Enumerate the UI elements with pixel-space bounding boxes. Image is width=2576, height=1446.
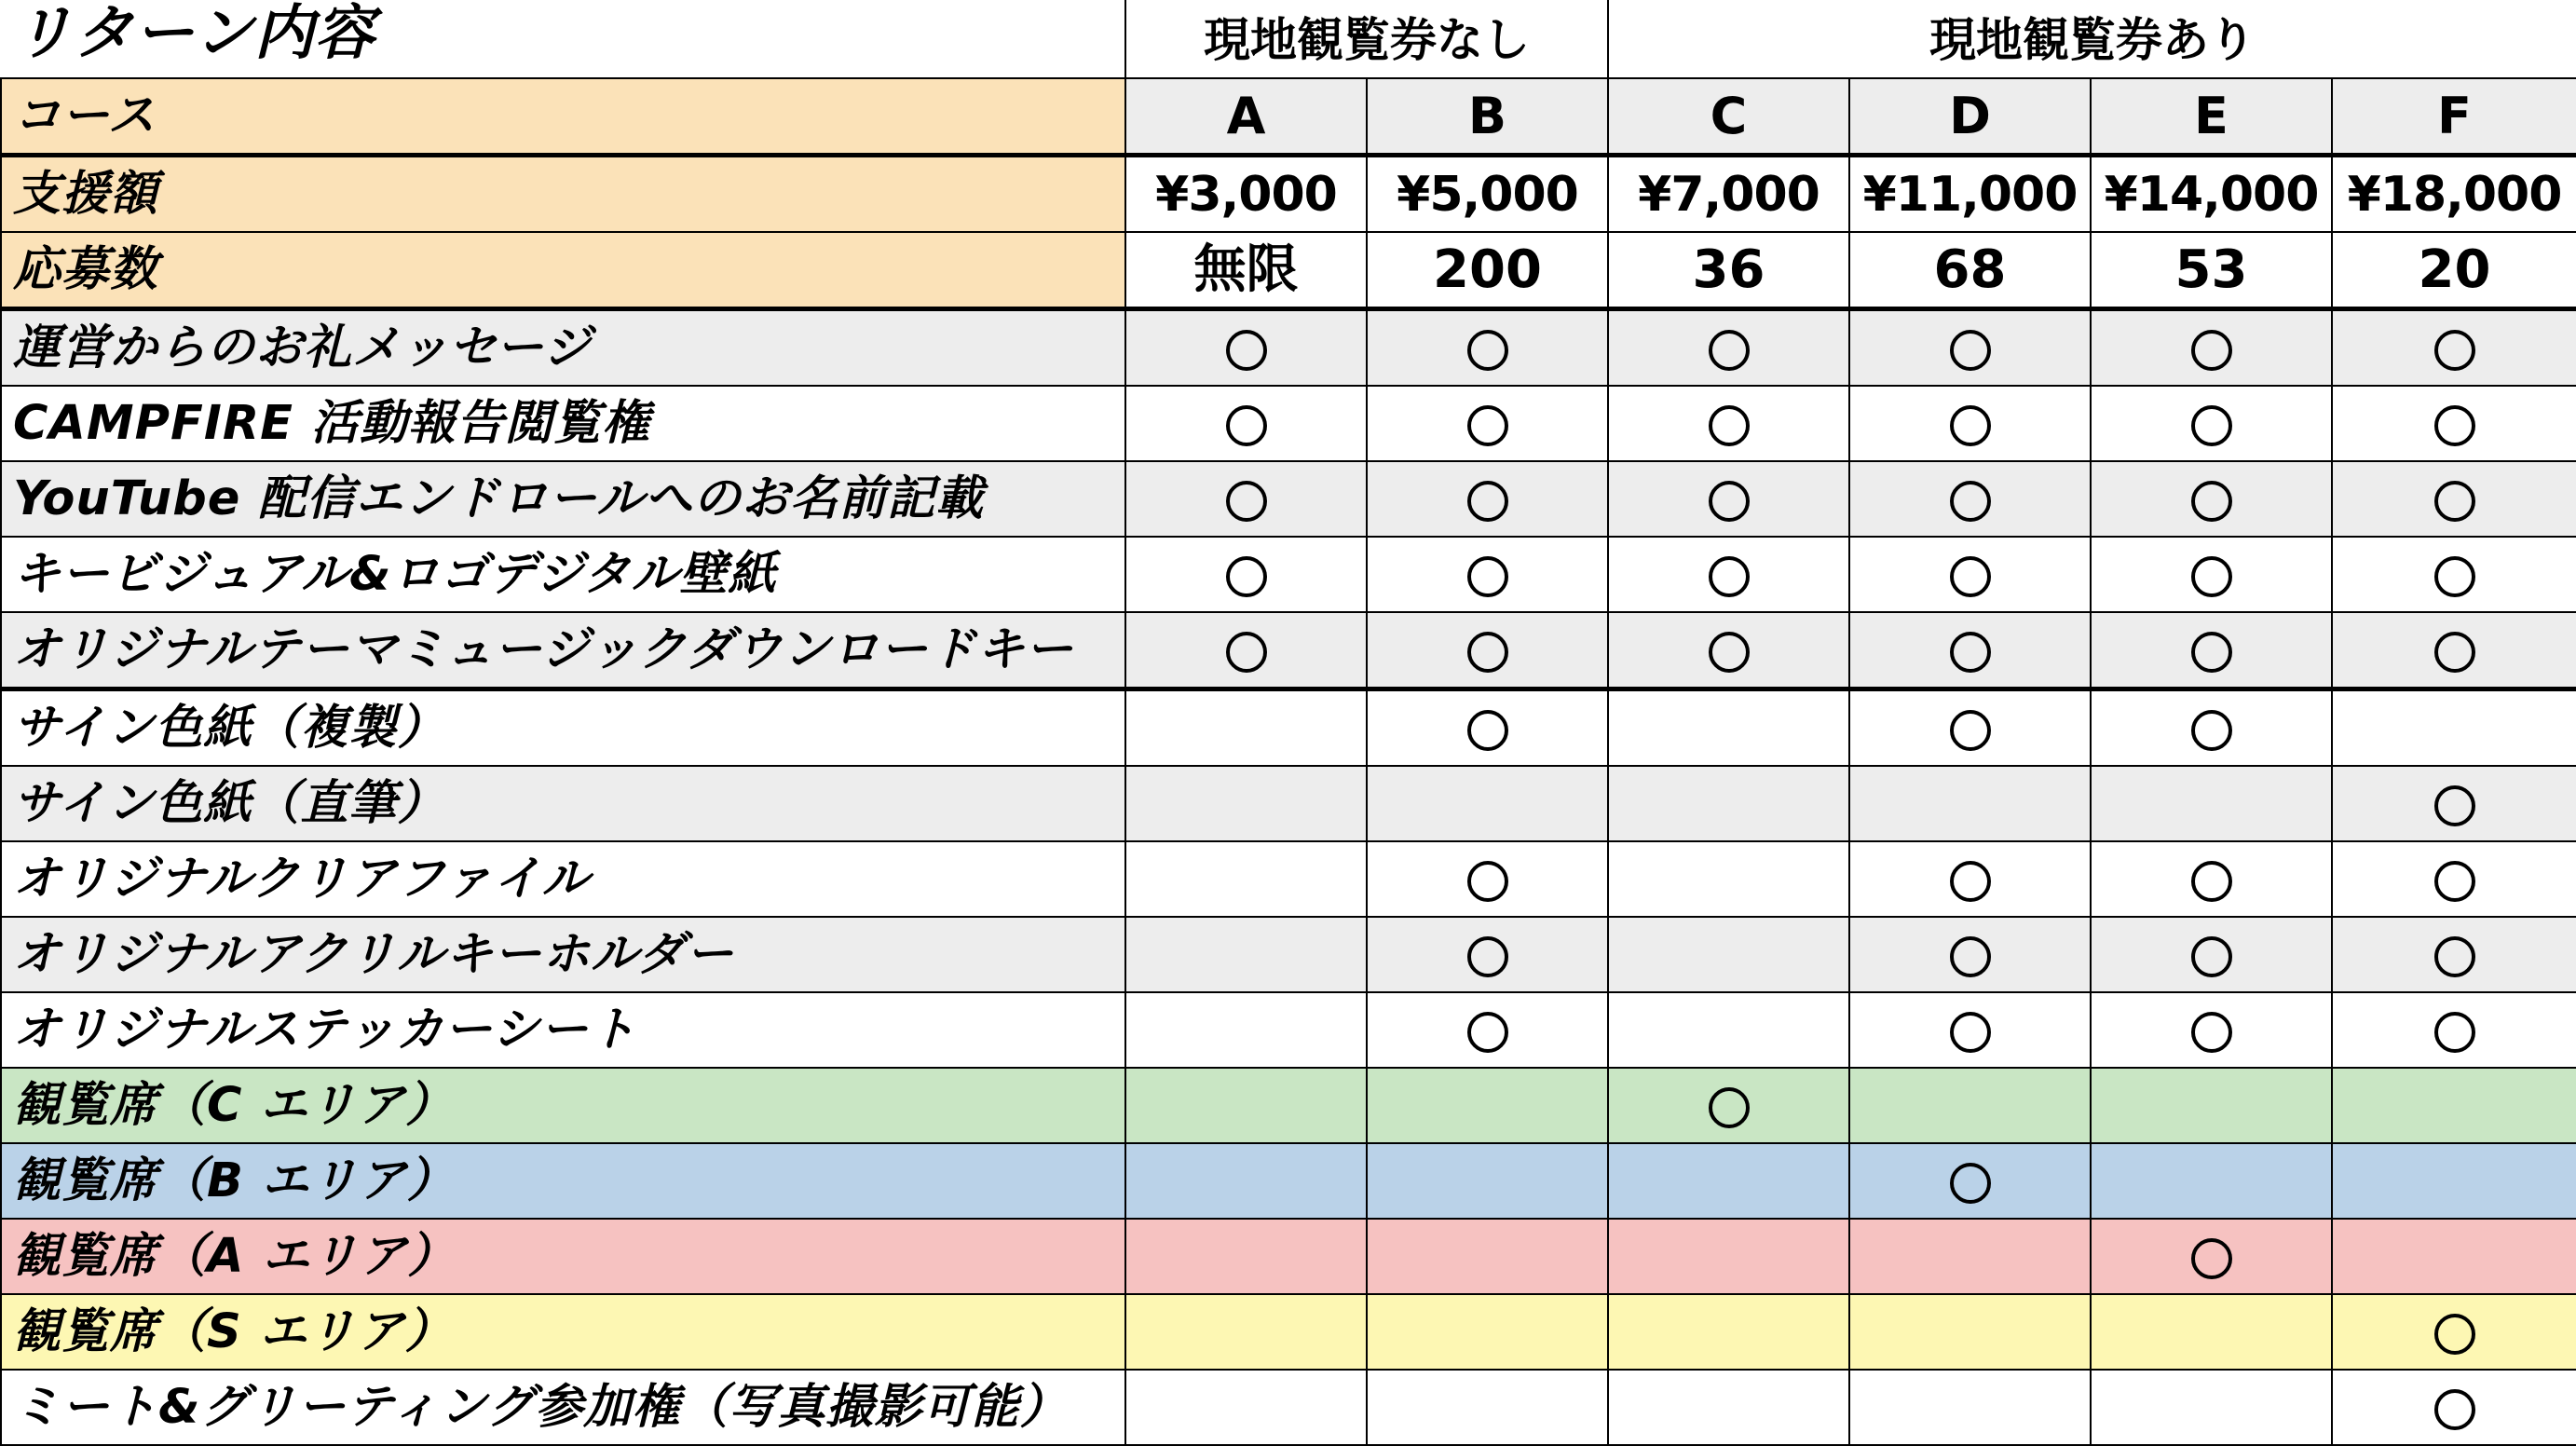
- circle-mark-icon: [1950, 405, 1991, 446]
- mark-cell: [1367, 309, 1608, 387]
- item-label: オリジナルテーマミュージックダウンロードキー: [1, 612, 1125, 689]
- mark-cell: [2332, 689, 2576, 767]
- table-row: [1, 537, 2576, 612]
- circle-mark-icon: [1467, 710, 1508, 751]
- circle-mark-icon: [2434, 556, 2475, 597]
- mark-cell: [1608, 766, 1849, 841]
- mark-cell: [1367, 1068, 1608, 1143]
- circle-mark-icon: [1226, 556, 1267, 597]
- count-row-label: 応募数: [1, 232, 1125, 309]
- table-row: [1, 386, 2576, 461]
- mark-cell: [1125, 917, 1367, 992]
- mark-cell: [2091, 1068, 2332, 1143]
- mark-cell: [2332, 841, 2576, 917]
- circle-mark-icon: [1467, 1012, 1508, 1053]
- circle-mark-icon: [2191, 1238, 2232, 1279]
- mark-cell: [1367, 1143, 1608, 1219]
- item-label: オリジナルクリアファイル: [1, 841, 1125, 917]
- mark-cell: [1849, 612, 2091, 689]
- circle-mark-icon: [1226, 405, 1267, 446]
- circle-mark-icon: [2434, 1389, 2475, 1430]
- mark-cell: [1125, 537, 1367, 612]
- mark-cell: [1367, 386, 1608, 461]
- mark-cell: [1608, 1294, 1849, 1370]
- mark-cell: [2091, 992, 2332, 1068]
- mark-cell: [2332, 992, 2576, 1068]
- mark-cell: [1849, 766, 2091, 841]
- circle-mark-icon: [2191, 405, 2232, 446]
- course-cell: F: [2332, 78, 2576, 156]
- mark-cell: [1608, 1143, 1849, 1219]
- mark-cell: [1849, 309, 2091, 387]
- mark-cell: [1125, 841, 1367, 917]
- course-cell: C: [1608, 78, 1849, 156]
- course-cell: D: [1849, 78, 2091, 156]
- mark-cell: [2332, 766, 2576, 841]
- circle-mark-icon: [2191, 936, 2232, 977]
- mark-cell: [1849, 386, 2091, 461]
- mark-cell: [2332, 386, 2576, 461]
- mark-cell: [1608, 1219, 1849, 1294]
- course-cell: A: [1125, 78, 1367, 156]
- mark-cell: [2091, 689, 2332, 767]
- table-row: [1, 1143, 2576, 1219]
- table-row: [1, 841, 2576, 917]
- circle-mark-icon: [1950, 1163, 1991, 1204]
- item-label: サイン色紙（直筆）: [1, 766, 1125, 841]
- price-cell: ¥14,000: [2091, 156, 2332, 233]
- mark-cell: [1608, 917, 1849, 992]
- circle-mark-icon: [2434, 481, 2475, 522]
- price-cell: ¥7,000: [1608, 156, 1849, 233]
- mark-cell: [1608, 1370, 1849, 1445]
- item-label: オリジナルステッカーシート: [1, 992, 1125, 1068]
- table-row: [1, 1219, 2576, 1294]
- item-label: YouTube 配信エンドロールへのお名前記載: [1, 461, 1125, 537]
- mark-cell: [2091, 309, 2332, 387]
- circle-mark-icon: [1950, 330, 1991, 371]
- count-cell: 53: [2091, 232, 2332, 309]
- circle-mark-icon: [1467, 556, 1508, 597]
- circle-mark-icon: [1709, 405, 1750, 446]
- mark-cell: [2091, 612, 2332, 689]
- circle-mark-icon: [2434, 1314, 2475, 1355]
- mark-cell: [1125, 689, 1367, 767]
- mark-cell: [2091, 386, 2332, 461]
- item-label: CAMPFIRE 活動報告閲覧権: [1, 386, 1125, 461]
- mark-cell: [1125, 612, 1367, 689]
- price-row-label: 支援額: [1, 156, 1125, 233]
- mark-cell: [1608, 841, 1849, 917]
- mark-cell: [1608, 689, 1849, 767]
- mark-cell: [1367, 1294, 1608, 1370]
- mark-cell: [2091, 1370, 2332, 1445]
- circle-mark-icon: [1226, 632, 1267, 673]
- mark-cell: [1849, 1370, 2091, 1445]
- table-row: [1, 992, 2576, 1068]
- title-row: [1, 1, 2576, 78]
- circle-mark-icon: [2434, 861, 2475, 902]
- mark-cell: [2091, 766, 2332, 841]
- mark-cell: [2332, 1294, 2576, 1370]
- circle-mark-icon: [1709, 632, 1750, 673]
- mark-cell: [1367, 537, 1608, 612]
- price-cell: ¥5,000: [1367, 156, 1608, 233]
- circle-mark-icon: [2191, 556, 2232, 597]
- mark-cell: [1125, 766, 1367, 841]
- circle-mark-icon: [2191, 1012, 2232, 1053]
- mark-cell: [1849, 1294, 2091, 1370]
- mark-cell: [1367, 612, 1608, 689]
- mark-cell: [1849, 841, 2091, 917]
- mark-cell: [1608, 612, 1849, 689]
- mark-cell: [2091, 1143, 2332, 1219]
- circle-mark-icon: [2434, 405, 2475, 446]
- circle-mark-icon: [2191, 861, 2232, 902]
- mark-cell: [1849, 537, 2091, 612]
- count-cell: 20: [2332, 232, 2576, 309]
- mark-cell: [1367, 1219, 1608, 1294]
- circle-mark-icon: [1467, 481, 1508, 522]
- mark-cell: [1849, 992, 2091, 1068]
- mark-cell: [2332, 612, 2576, 689]
- mark-cell: [1608, 386, 1849, 461]
- mark-cell: [1125, 1143, 1367, 1219]
- mark-cell: [1125, 386, 1367, 461]
- mark-cell: [1849, 917, 2091, 992]
- circle-mark-icon: [1950, 632, 1991, 673]
- circle-mark-icon: [1950, 481, 1991, 522]
- mark-cell: [1849, 689, 2091, 767]
- item-label: 観覧席（C エリア）: [1, 1068, 1125, 1143]
- circle-mark-icon: [1950, 1012, 1991, 1053]
- circle-mark-icon: [1226, 481, 1267, 522]
- course-row-label: コース: [1, 78, 1125, 156]
- item-label: ミート&グリーティング参加権（写真撮影可能）: [1, 1370, 1125, 1445]
- count-cell: 無限: [1125, 232, 1367, 309]
- mark-cell: [1125, 461, 1367, 537]
- mark-cell: [2091, 841, 2332, 917]
- course-cell: B: [1367, 78, 1608, 156]
- circle-mark-icon: [2434, 1012, 2475, 1053]
- mark-cell: [1367, 841, 1608, 917]
- circle-mark-icon: [1467, 632, 1508, 673]
- circle-mark-icon: [1709, 1087, 1750, 1128]
- circle-mark-icon: [1950, 861, 1991, 902]
- circle-mark-icon: [1709, 481, 1750, 522]
- mark-cell: [2332, 1143, 2576, 1219]
- mark-cell: [1367, 917, 1608, 992]
- circle-mark-icon: [1709, 556, 1750, 597]
- mark-cell: [1367, 992, 1608, 1068]
- mark-cell: [1125, 1219, 1367, 1294]
- circle-mark-icon: [2434, 330, 2475, 371]
- mark-cell: [2091, 917, 2332, 992]
- group-header-with-ticket: 現地観覧券あり: [1608, 1, 2576, 78]
- circle-mark-icon: [2434, 785, 2475, 826]
- group-header-no-ticket: 現地観覧券なし: [1125, 1, 1608, 78]
- mark-cell: [1125, 992, 1367, 1068]
- circle-mark-icon: [1950, 936, 1991, 977]
- table-row: [1, 917, 2576, 992]
- circle-mark-icon: [1467, 330, 1508, 371]
- mark-cell: [2332, 1370, 2576, 1445]
- mark-cell: [1608, 537, 1849, 612]
- mark-cell: [2332, 1219, 2576, 1294]
- price-cell: ¥3,000: [1125, 156, 1367, 233]
- table-row: [1, 612, 2576, 689]
- mark-cell: [1125, 1294, 1367, 1370]
- price-cell: ¥18,000: [2332, 156, 2576, 233]
- item-label: 運営からのお礼メッセージ: [1, 309, 1125, 387]
- course-row: [1, 78, 2576, 156]
- mark-cell: [1608, 1068, 1849, 1143]
- circle-mark-icon: [1467, 861, 1508, 902]
- price-cell: ¥11,000: [1849, 156, 2091, 233]
- mark-cell: [2332, 917, 2576, 992]
- circle-mark-icon: [2434, 936, 2475, 977]
- table-row: [1, 1370, 2576, 1445]
- table-row: [1, 461, 2576, 537]
- item-label: サイン色紙（複製）: [1, 689, 1125, 767]
- circle-mark-icon: [1950, 710, 1991, 751]
- mark-cell: [2332, 537, 2576, 612]
- count-cell: 36: [1608, 232, 1849, 309]
- price-row: [1, 156, 2576, 233]
- table-row: [1, 766, 2576, 841]
- circle-mark-icon: [1950, 556, 1991, 597]
- circle-mark-icon: [2191, 710, 2232, 751]
- mark-cell: [2332, 1068, 2576, 1143]
- mark-cell: [2332, 461, 2576, 537]
- mark-cell: [1367, 461, 1608, 537]
- circle-mark-icon: [2191, 330, 2232, 371]
- mark-cell: [1849, 461, 2091, 537]
- circle-mark-icon: [1467, 405, 1508, 446]
- mark-cell: [2091, 537, 2332, 612]
- page-title: リターン内容: [1, 1, 1125, 78]
- mark-cell: [1125, 1370, 1367, 1445]
- mark-cell: [2091, 1219, 2332, 1294]
- circle-mark-icon: [1467, 936, 1508, 977]
- mark-cell: [1367, 1370, 1608, 1445]
- mark-cell: [1608, 309, 1849, 387]
- mark-cell: [2091, 461, 2332, 537]
- table-row: [1, 1294, 2576, 1370]
- mark-cell: [1849, 1219, 2091, 1294]
- mark-cell: [1849, 1143, 2091, 1219]
- count-cell: 200: [1367, 232, 1608, 309]
- mark-cell: [2332, 309, 2576, 387]
- circle-mark-icon: [1226, 330, 1267, 371]
- item-label: 観覧席（A エリア）: [1, 1219, 1125, 1294]
- table-row: [1, 689, 2576, 767]
- circle-mark-icon: [2434, 632, 2475, 673]
- item-label: 観覧席（S エリア）: [1, 1294, 1125, 1370]
- count-cell: 68: [1849, 232, 2091, 309]
- circle-mark-icon: [1709, 330, 1750, 371]
- count-row: [1, 232, 2576, 309]
- mark-cell: [1125, 1068, 1367, 1143]
- mark-cell: [1367, 689, 1608, 767]
- mark-cell: [1849, 1068, 2091, 1143]
- circle-mark-icon: [2191, 632, 2232, 673]
- mark-cell: [1608, 992, 1849, 1068]
- item-label: オリジナルアクリルキーホルダー: [1, 917, 1125, 992]
- mark-cell: [1367, 766, 1608, 841]
- mark-cell: [1608, 461, 1849, 537]
- item-label: 観覧席（B エリア）: [1, 1143, 1125, 1219]
- item-label: キービジュアル&ロゴデジタル壁紙: [1, 537, 1125, 612]
- circle-mark-icon: [2191, 481, 2232, 522]
- mark-cell: [1125, 309, 1367, 387]
- table-row: [1, 309, 2576, 387]
- mark-cell: [2091, 1294, 2332, 1370]
- table-row: [1, 1068, 2576, 1143]
- course-cell: E: [2091, 78, 2332, 156]
